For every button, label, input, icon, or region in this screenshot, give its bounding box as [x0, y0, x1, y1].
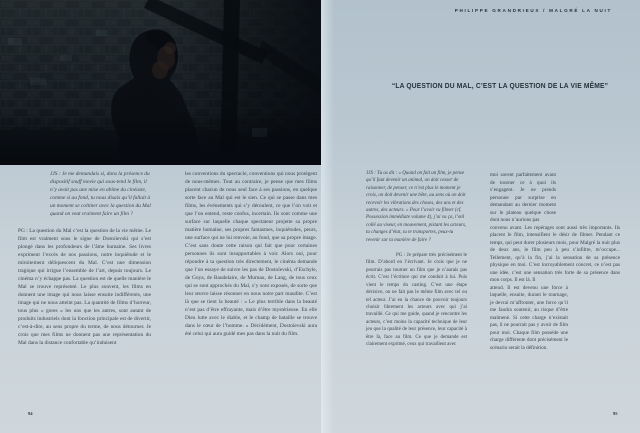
interview-answer-1: PG : La question du Mal c’est la question de la vie même. Le film est vraiment sous le signe de Dostoïevski qui s’est plongé dans les profondeurs de l’âme humaine. Ses livres expriment l’excès de nos passions, notre inquiétude et le miroitement déliquescent du Mal. C’est une dimension tragique qui irrigue l’ensemble de l’art, depuis toujours. Le cinéma n’y échappe pas. La question est de quelle manière le Mal se trouve représenté. Le plus souvent, les films en donnent une image qui nous laisse ensuite indifférents, une image qui ne nous atteint pas. La quantité de films d’horreur, tous plus « gores » les uns que les autres, sont autant de produits industriels dont la fonction principale est de divertir, c’est-à-dire, au sens propre du terme, de nous détourner. Je crois que mes films ne donnent pas une représentation du Mal dans la distance confortable qu’induisent	[18, 228, 151, 346]
interview-answer-2-continued-bottom: attend. Il est devenu une force à laquelle, ensuite, durant le tournage, je devrai m’affronter, une force qu’il me faudra soutenir, au risque d’être malmené. Si cette charge n’existait pas, il ne pourrait pas y avoir de film pour moi. Chaque film possède une charge différente dont précisément le scénario serait la définition.	[490, 284, 568, 351]
interview-answer-1-continued: les conventions du spectacle, conventions qui nous protègent de nous-mêmes. Tout au contraire, je pense que mes films placent chacun de nous seul face à ses passions, en quelque sorte face au Mal qui est le sien. Ce qui se passe dans mes films, les événements qui s’y déroulent, ce que l’on voit et que l’on entend, reste confus, incertain. Ils sont comme une surface sur laquelle chaque spectateur projette sa propre matière humaine, ses propres fantasmes, inquiétudes, peurs, une surface qui ne lui renvoie, au fond, que sa propre image. C’est sans doute cette raison qui fait que pour certaines personnes ils sont insupportables à voir. Alors oui, pour répondre à ta question très directement, le cinéma demande que l’on essaye de suivre les pas de Dostoïevski, d’Eschyle, de Goya, de Baudelaire, de Murnau, de Lang, de tous ceux qui se sont approchés du Mal, s’y sont exposés, de sorte que leur œuvre laisse résonner en nous notre part maudite. C’est là que se tient la beauté : « Le plus terrible dans la beauté n’est pas d’être effrayante, mais d’être mystérieuse. En elle Dieu lutte avec le diable, et le champ de bataille se trouve dans le cœur de l’homme. » Décidément, Dostoïevski aura été celui qui aura guidé mes pas dans la nuit du film.	[185, 171, 317, 337]
left-page-column-2	[185, 170, 317, 338]
interview-question-2: JJS : Tu as dit : « Quand on fait un film, je pense qu’il faut devenir un animal, on doit cesser de raisonner, de penser, ce n’est plus le moment je crois, on doit devenir une bête, au sens où on doit recevoir les vibrations des choses, des uns et des autres, des acteurs. » Pour l’avoir vu filmer (cf. Possession immédiate volume 4), j’ai vu ça, l’œil collé au viseur, en mouvement, pistant les acteurs, tu changes d’état, tu te transportes, peux-tu revenir sur ta manière de faire ?	[366, 171, 467, 243]
page-gutter	[321, 0, 334, 433]
page-number-left: 94	[28, 411, 33, 416]
interview-answer-2: PG : Je prépare très précisément le film. D’abord en l’écrivant. Je crois que je ne pourrais pas tourner un film que je n’aurais pas écrit. C’est l’écriture qui me conduit à lui. Puis vient le temps du casting. C’est une étape décisive, on ne fait pas le même film avec tel ou tel acteur. J’ai eu la chance de pouvoir toujours choisir librement les acteurs avec qui j’ai travaillé. Ce qui me guide, quand je rencontre les acteurs, c’est moins la capacité technique de leur jeu que la qualité de leur présence, leur capacité à être là, face au film. Ce que je demande est clairement exprimé, ceux qui travaillent avec	[366, 253, 467, 347]
page-number-right: 95	[613, 411, 618, 416]
interview-question-1: JJS : Je me demandais si, dans la présence du dispositif snuff movie qui sous-tend le film, il n’y avait pas une mise en abîme du cinéaste, comme si au fond, tu nous disais qu’il fallait à un moment se coltiner avec la question du Mal quand on veut vraiment faire un film ?	[50, 171, 151, 217]
right-page-column-1	[366, 170, 467, 348]
left-page-column-1	[18, 170, 151, 347]
right-page-column-2	[490, 172, 620, 352]
interview-answer-2-continued-body: convenu avant. Les repérages sont aussi très importants. Ils placent le film, intensifient le désir de filmer. Pendant ce temps, qui peut durer plusieurs mois, pour Malgré la nuit plus de deux ans, le film peu à peu s’infiltre, m’occupe... Tellement, qu’à la fin, j’ai la sensation de sa présence physique en moi. C’est incroyablement concret, ce n’est pas une idée, c’est une sensation très forte de sa présence dans mon corps. Il est là. Il	[490, 224, 620, 283]
header-title: PHILIPPE GRANDRIEUX / MALGRÉ LA NUIT	[454, 8, 612, 13]
interview-answer-2-continued-top: moi savent parfaitement avant de tourner ce à quoi ils s’engagent. Je ne prends personne par surprise en demandant au dernier moment sur le plateau quelque chose dont nous n’aurions pas	[490, 172, 556, 223]
film-still-photo	[0, 0, 321, 165]
pull-quote: “LA QUESTION DU MAL, C’EST LA QUESTION DE LA VIE MÊME”	[391, 81, 609, 90]
